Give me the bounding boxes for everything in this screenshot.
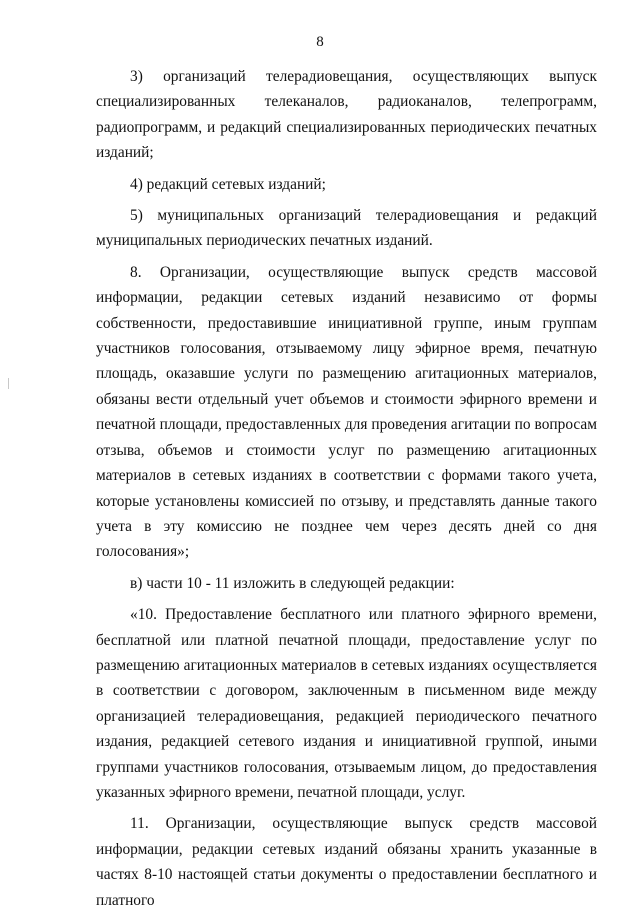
paragraph-item-5: 5) муниципальных организаций телерадиовещания и редакций муниципальных периодических печатных изданий. — [96, 207, 597, 250]
paragraph-part-8: 8. Организации, осуществляющие выпуск средств массовой информации, редакции сетевых изданий независимо от формы собственности, предоставившие инициативной группе, иным группам участников голосования, отзываемому лицу эфирное время, печатную площадь, оказавшие услуги по размещению агитационных материалов, обязаны вести отдельный учет объемов и стоимости эфирного времени и печатной площади, предоставленных для проведения агитации по вопросам отзыва, объемов и стоимости услуг по размещению агитационных материалов в сетевых изданиях в соответствии с формами такого учета, которые установлены комиссией по отзыву, и представлять данные такого учета в эту комиссию не позднее чем через десять дней со дня голосования»; — [96, 263, 597, 561]
paragraph-subitem-v: в) части 10 - 11 изложить в следующей редакции: — [130, 574, 455, 592]
paragraph-part-11: 11. Организации, осуществляющие выпуск средств массовой информации, редакции сетевых изданий обязаны хранить указанные в частях 8-10 настоящей статьи документы о предоставлении бесплатного и платного — [96, 815, 597, 909]
paragraph-item-3: 3) организаций телерадиовещания, осуществляющих выпуск специализированных телеканалов, радиоканалов, телепрограмм, радиопрограмм, и редакций специализированных периодических печатных изданий; — [96, 68, 597, 162]
scan-artifact-mark — [8, 378, 9, 389]
page-number: 8 — [316, 34, 324, 50]
document-body — [96, 64, 597, 919]
paragraph-part-10: «10. Предоставление бесплатного или платного эфирного времени, бесплатной или платной печатной площади, предоставление услуг по размещению агитационных материалов в сетевых изданиях осуществляется в соответствии с договором, заключенным в письменном виде между организацией телерадиовещания, редакцией периодического печатного издания, редакцией сетевого издания и инициативной группой, иными группами участников голосования, отзываемым лицом, до предоставления указанных эфирного времени, печатной площади, услуг. — [96, 606, 597, 801]
paragraph-item-4: 4) редакций сетевых изданий; — [130, 175, 326, 193]
